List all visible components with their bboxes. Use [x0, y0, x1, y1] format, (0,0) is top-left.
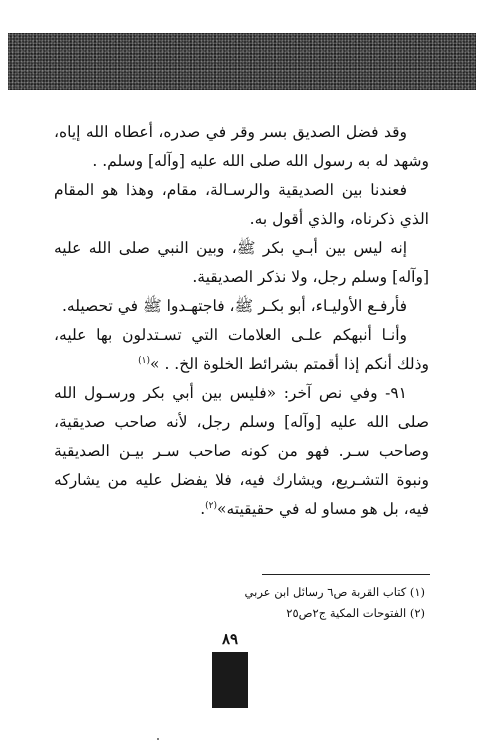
page-number-bar — [212, 652, 248, 708]
paragraph-text: وأنـا أنبهكم علـى العلامات التي تسـتدلون بها عليه، وذلك أنكم إذا أقمتم بشرائط الخلوة الخ. . » — [54, 326, 429, 373]
scan-speck — [157, 738, 159, 740]
main-text — [54, 118, 429, 524]
paragraph — [54, 292, 429, 321]
paragraph — [54, 118, 429, 176]
paragraph — [54, 321, 429, 379]
paragraph-text: فأرفـع الأوليـاء، أبو بكـر ﷺ، فاجتهـدوا ﷺ في تحصيله. — [61, 297, 407, 315]
paragraph — [54, 176, 429, 234]
footnote-marker: (١) — [138, 355, 151, 366]
footnote-marker: (٢) — [205, 500, 218, 511]
trailing-period: . — [200, 500, 206, 518]
footnote: (١) كتاب القربة ص٦ رسائل ابن عربي — [244, 585, 425, 599]
footnote-separator — [262, 574, 430, 575]
paragraph — [54, 234, 429, 292]
paragraph — [54, 379, 429, 524]
page-number: ٨٩ — [221, 630, 239, 648]
paragraph-text: إنه ليس بين أبـي بكر ﷺ، وبين النبي صلى الله عليه [وآله] وسلم رجل، ولا نذكر الصديقية. — [54, 239, 429, 286]
header-band — [8, 33, 476, 90]
paragraph-text: ٩١- وفي نص آخر: «فليس بين أبي بكر ورسـول الله صلى الله عليه [وآله] وسلم رجل، لأنه صاحب صديقية، وصاحب سـر. فهو من كونه صاحب سـر بيـن الصديقية ونبوة التشـريع، ويشارك فيه، فلا يفضل عليه من يشاركه فيه، بل هو مساو له في حقيقيته» — [54, 384, 429, 518]
footnotes — [54, 582, 429, 624]
paragraph-text: فعندنا بين الصديقية والرسـالة، مقام، وهذا هو المقام الذي ذكرناه، والذي أقول به. — [54, 181, 429, 228]
footnote: (٢) الفتوحات المكية ج٢ص٢٥ — [286, 606, 425, 620]
paragraph-text: وقد فضل الصديق بسر وقر في صدره، أعطاه الله إياه، وشهد له به رسول الله صلى الله عليه [وآله] وسلم. . — [54, 123, 429, 170]
